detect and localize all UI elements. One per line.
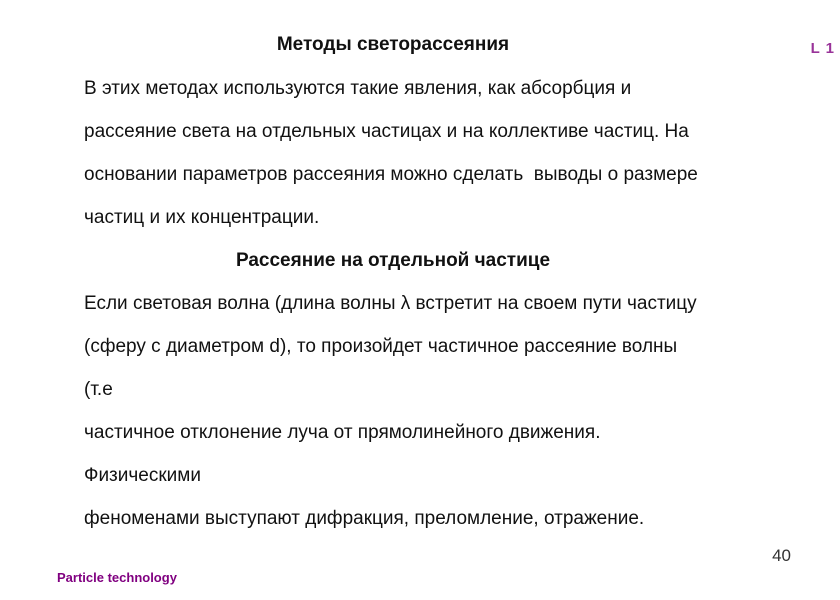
paragraph2-line: феноменами выступают дифракция, преломление, отражение. [84,508,645,529]
paragraph2-line: частичное отклонение луча от прямолинейного движения. Физическими [84,422,606,486]
paragraph1-line: В этих методах используются такие явления, как абсорбция и [84,78,632,99]
paragraph1-line: частиц и их концентрации. [84,207,320,228]
paragraph2-line: Если световая волна (длина волны λ встретит на своем пути частицу [84,293,697,314]
footer-brand-label: Particle technology [57,570,177,585]
slide-title: Методы светорассеяния [276,34,510,55]
slide-body [84,67,702,540]
paragraph1-line: рассеяние света на отдельных частицах и на коллективе частиц. На [84,121,689,142]
lecture-corner-label: L 1 [810,40,835,57]
page-number: 40 [772,546,791,565]
sub-heading: Рассеяние на отдельной частице [235,250,551,271]
paragraph1-line: основании параметров рассеяния можно сделать выводы о размере [84,164,698,185]
paragraph2-line: (сферу с диаметром d), то произойдет частичное рассеяние волны (т.е [84,336,683,400]
